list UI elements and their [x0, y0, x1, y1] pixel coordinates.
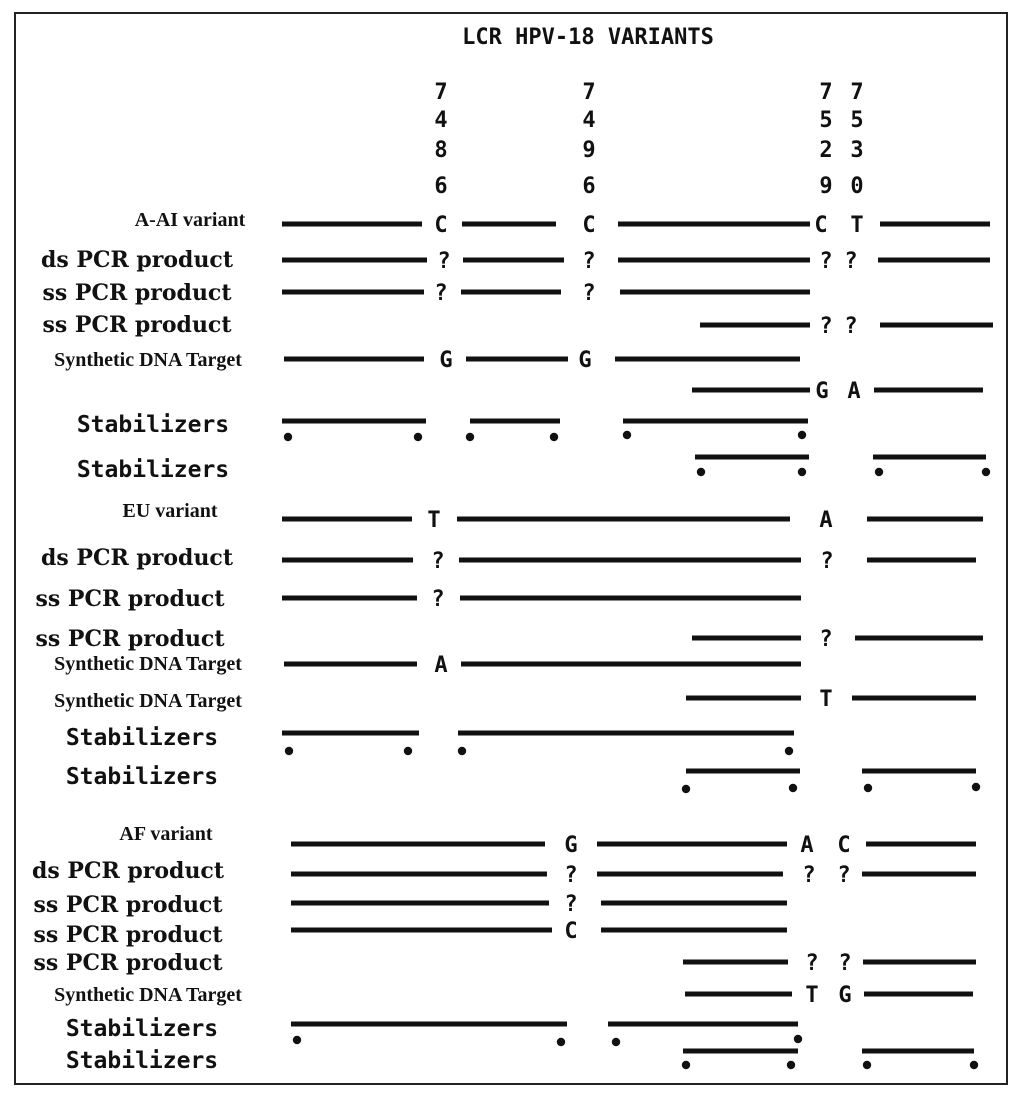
row-label-synthetic-dna-target: Synthetic DNA Target: [54, 349, 242, 371]
row-label-a-ai-variant: A-AI variant: [134, 209, 246, 231]
position-digit: 2: [819, 138, 833, 163]
nucleotide-mark: G: [439, 348, 453, 373]
stabilizer-end-dot: [789, 784, 797, 792]
stabilizer-end-dot: [612, 1038, 620, 1046]
stabilizer-end-dot: [697, 468, 705, 476]
nucleotide-mark: ?: [820, 549, 834, 574]
position-digit: 8: [434, 138, 448, 163]
stabilizer-end-dot: [972, 783, 980, 791]
nucleotide-mark: T: [819, 687, 833, 712]
position-digit: 5: [819, 108, 833, 133]
row-label-synthetic-dna-target: Synthetic DNA Target: [54, 690, 242, 712]
nucleotide-mark: ?: [819, 627, 833, 652]
position-digit: 7: [434, 80, 448, 105]
stabilizer-end-dot: [798, 431, 806, 439]
nucleotide-mark: G: [578, 348, 592, 373]
row-label-af-variant: AF variant: [119, 823, 213, 845]
row-label-ds-pcr-product: ds PCR product: [40, 545, 234, 571]
row-label-ss-pcr-product: ss PCR product: [35, 626, 225, 652]
row-label-ss-pcr-product: ss PCR product: [33, 922, 223, 948]
row-label-ss-pcr-product: ss PCR product: [42, 312, 232, 338]
stabilizer-end-dot: [682, 1061, 690, 1069]
row-label-ds-pcr-product: ds PCR product: [31, 858, 225, 884]
nucleotide-mark: T: [850, 213, 864, 238]
stabilizer-end-dot: [623, 431, 631, 439]
nucleotide-mark: G: [815, 379, 829, 404]
row-label-synthetic-dna-target: Synthetic DNA Target: [54, 984, 242, 1006]
row-label-stabilizers: Stabilizers: [65, 764, 219, 790]
row-label-ds-pcr-product: ds PCR product: [40, 247, 234, 273]
stabilizer-end-dot: [458, 747, 466, 755]
nucleotide-mark: ?: [838, 951, 852, 976]
row-label-stabilizers: Stabilizers: [65, 1048, 219, 1074]
row-label-ss-pcr-product: ss PCR product: [35, 586, 225, 612]
diagram-title: LCR HPV-18 VARIANTS: [462, 25, 714, 50]
nucleotide-mark: G: [564, 833, 578, 858]
position-digit: 3: [850, 138, 864, 163]
stabilizer-end-dot: [293, 1036, 301, 1044]
stabilizer-end-dot: [284, 433, 292, 441]
nucleotide-mark: ?: [802, 863, 816, 888]
nucleotide-mark: C: [582, 213, 596, 238]
stabilizer-end-dot: [798, 468, 806, 476]
nucleotide-mark: C: [814, 213, 828, 238]
stabilizer-end-dot: [550, 433, 558, 441]
nucleotide-mark: ?: [582, 281, 596, 306]
position-digit: 5: [850, 108, 864, 133]
stabilizer-end-dot: [682, 785, 690, 793]
stabilizer-end-dot: [414, 433, 422, 441]
nucleotide-mark: G: [838, 983, 852, 1008]
nucleotide-mark: T: [805, 983, 819, 1008]
nucleotide-mark: A: [434, 653, 448, 678]
position-digit: 9: [819, 174, 833, 199]
stabilizer-end-dot: [863, 1061, 871, 1069]
nucleotide-mark: ?: [564, 863, 578, 888]
position-digit: 7: [850, 80, 864, 105]
position-digit: 4: [582, 108, 596, 133]
row-label-ss-pcr-product: ss PCR product: [33, 892, 223, 918]
row-label-ss-pcr-product: ss PCR product: [42, 280, 232, 306]
nucleotide-mark: C: [564, 919, 578, 944]
nucleotide-mark: A: [847, 379, 861, 404]
row-label-eu-variant: EU variant: [122, 500, 218, 522]
stabilizer-end-dot: [785, 747, 793, 755]
nucleotide-mark: C: [837, 833, 851, 858]
stabilizer-end-dot: [794, 1035, 802, 1043]
nucleotide-mark: ?: [564, 892, 578, 917]
row-label-stabilizers: Stabilizers: [76, 412, 230, 438]
position-digit: 6: [434, 174, 448, 199]
row-label-stabilizers: Stabilizers: [76, 457, 230, 483]
row-label-stabilizers: Stabilizers: [65, 725, 219, 751]
nucleotide-mark: C: [434, 213, 448, 238]
stabilizer-end-dot: [404, 747, 412, 755]
nucleotide-mark: ?: [844, 249, 858, 274]
nucleotide-mark: ?: [819, 249, 833, 274]
nucleotide-mark: ?: [819, 314, 833, 339]
position-digit: 7: [819, 80, 833, 105]
row-label-ss-pcr-product: ss PCR product: [33, 950, 223, 976]
nucleotide-mark: T: [427, 508, 441, 533]
position-digit: 6: [582, 174, 596, 199]
stabilizer-end-dot: [875, 468, 883, 476]
row-label-synthetic-dna-target: Synthetic DNA Target: [54, 653, 242, 675]
stabilizer-end-dot: [982, 468, 990, 476]
nucleotide-mark: ?: [837, 863, 851, 888]
nucleotide-mark: ?: [805, 951, 819, 976]
nucleotide-mark: ?: [582, 249, 596, 274]
nucleotide-mark: A: [800, 833, 814, 858]
position-digit: 9: [582, 138, 596, 163]
nucleotide-mark: A: [819, 508, 833, 533]
stabilizer-end-dot: [285, 747, 293, 755]
nucleotide-mark: ?: [437, 249, 451, 274]
row-label-stabilizers: Stabilizers: [65, 1016, 219, 1042]
stabilizer-end-dot: [466, 433, 474, 441]
stabilizer-end-dot: [787, 1061, 795, 1069]
stabilizer-end-dot: [864, 784, 872, 792]
position-digit: 0: [850, 174, 864, 199]
nucleotide-mark: ?: [434, 281, 448, 306]
nucleotide-mark: ?: [431, 587, 445, 612]
stabilizer-end-dot: [970, 1061, 978, 1069]
position-digit: 4: [434, 108, 448, 133]
stabilizer-end-dot: [557, 1038, 565, 1046]
nucleotide-mark: ?: [844, 314, 858, 339]
nucleotide-mark: ?: [431, 549, 445, 574]
position-digit: 7: [582, 80, 596, 105]
